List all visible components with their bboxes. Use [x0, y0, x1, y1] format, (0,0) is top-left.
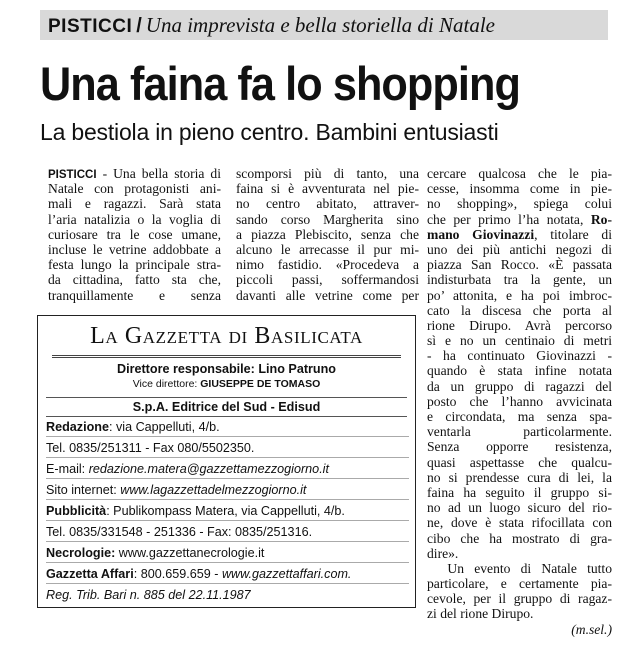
pubblicita-label: Pubblicità [46, 504, 107, 518]
tel-row-1: Tel. 0835/251311 - Fax 080/5502350. [46, 440, 409, 458]
article-column-3 [427, 166, 612, 637]
vice-name: GIUSEPPE DE TOMASO [200, 378, 321, 390]
site-value[interactable]: www.lagazzettadelmezzogiorno.it [120, 483, 307, 497]
necrologie-value[interactable]: www.gazzettanecrologie.it [115, 546, 265, 560]
text-line: no shopping», spiega colui [427, 196, 612, 212]
author-initials: (m.sel.) [571, 621, 612, 637]
text-span: - Una bella storia di [96, 166, 221, 181]
text-line: no ad un luogo sicuro del rio- [427, 500, 612, 516]
email-value[interactable]: redazione.matera@gazzettamezzogiorno.it [88, 462, 329, 476]
text-line: l’aria natalizia o la voglia di [48, 211, 221, 227]
text-line: piccoli passi, soffermandosi [236, 272, 419, 288]
text-line: cibo che ha mostrato di gra- [427, 530, 612, 546]
text-line: da un gruppo di ragazzi del [427, 378, 612, 394]
kicker-bar [40, 10, 608, 40]
email-row [46, 461, 409, 479]
text-line: tranquillamente e senza [48, 287, 221, 303]
text-line: curiosare tra le cose umane, [48, 226, 221, 242]
vice-label: Vice direttore: [132, 378, 201, 390]
site-row [46, 482, 409, 500]
necrologie-row [46, 545, 409, 563]
text-line: sì e no un centinaio di metri [427, 333, 612, 349]
article-column-1 [48, 166, 221, 303]
text-line: no si prendesse cura di lei, la [427, 469, 612, 485]
text-line: po’ attonita, e ha poi imbroc- [427, 287, 612, 303]
pubblicita-row [46, 503, 409, 521]
affari-row [46, 566, 409, 584]
kicker-place: PISTICCI [48, 16, 133, 37]
text-line: quando è stata infine notata [427, 363, 612, 379]
director-line: Direttore responsabile: Lino Patruno [116, 362, 337, 376]
email-label: E-mail: [46, 462, 89, 476]
text-span: , titolare di [534, 226, 612, 242]
text-line: Senza opporre resistenza, [427, 439, 612, 455]
affari-value: : 800.659.659 - [133, 567, 222, 581]
person-name: Ro- [590, 211, 612, 227]
text-line: cercare qualcosa che le pia- [427, 166, 612, 181]
text-line: uno dei più antichi negozi di [427, 241, 612, 257]
kicker-separator: / [136, 15, 142, 37]
text-line: incluse le vetrine addobbate a [48, 241, 221, 257]
text-line: particolare, e certamente pia- [427, 576, 612, 592]
text-line: no centro abitato, attraver- [236, 196, 419, 212]
affari-site[interactable]: www.gazzettaffari.com. [221, 567, 352, 581]
redazione-value: : via Cappelluti, 4/b. [108, 420, 220, 434]
site-label: Sito internet: [46, 483, 121, 497]
text-line: scomporsi più di tanto, una [236, 166, 419, 181]
text-line: nimo fastidio. «Procedeva a [236, 257, 419, 273]
redazione-row [46, 419, 409, 437]
text-line: davanti alle vetrine come per [236, 287, 419, 303]
vice-director-line [38, 376, 415, 392]
article-column-2 [236, 166, 419, 303]
text-line: Un evento di Natale tutto [427, 560, 612, 576]
person-name: mano Giovinazzi [427, 226, 535, 242]
tel-row-2: Tel. 0835/331548 - 251336 - Fax: 0835/251316. [46, 524, 409, 542]
text-line [427, 227, 612, 242]
text-line: sando corso Margherita sino [236, 211, 419, 227]
text-line: quasi aspettasse che qualcu- [427, 454, 612, 470]
text-line: ventarla particolarmente. [427, 424, 612, 440]
text-line: piazza San Rocco. «È passata [427, 257, 612, 273]
text-line: mali e ragazzi. Sarà stata [48, 196, 221, 212]
text-line [48, 166, 221, 181]
text-line: posto che l’hanno avvicinata [427, 393, 612, 409]
text-line: - ha continuato Giovinazzi - [427, 348, 612, 364]
text-line: zi del rione Dirupo. [427, 606, 534, 622]
registration-line: Reg. Trib. Bari n. 885 del 22.11.1987 [46, 588, 251, 602]
text-line: cato la discesa che porta al [427, 302, 612, 318]
masthead-rule [52, 357, 401, 358]
publisher-line: S.p.A. Editrice del Sud - Edisud [46, 397, 407, 417]
pubblicita-value: : Publikompass Matera, via Cappelluti, 4/b. [106, 504, 345, 518]
newspaper-masthead: La Gazzetta di Basilicata [90, 323, 363, 349]
text-line: alcuno le arrecasse il pur mi- [236, 241, 419, 257]
text-line: da cittadina, fatto sta che, [48, 272, 221, 288]
text-line: rione Dirupo. Avrà percorso [427, 317, 612, 333]
text-line: festa lungo la principale stra- [48, 257, 221, 273]
kicker-subtitle: Una imprevista e bella storiella di Natale [145, 13, 495, 37]
text-line: a piazza Plebiscito, senza che [236, 226, 419, 242]
redazione-label: Redazione [46, 420, 109, 434]
text-line: faina ha seguito il gruppo si- [427, 484, 612, 500]
headline: Una faina fa lo shopping [40, 57, 520, 110]
text-line: Natale con protagonisti ani- [48, 181, 221, 197]
text-line: dire». [427, 545, 459, 561]
text-line: indisturbata tra la gente, un [427, 272, 612, 288]
text-line: cesse, insomma come in pie- [427, 181, 612, 197]
necrologie-label: Necrologie: [46, 546, 116, 560]
text-line: cevole, per il gruppo di ragaz- [427, 591, 612, 607]
text-line: faina si è avventurata nel pie- [236, 181, 419, 197]
affari-label: Gazzetta Affari [46, 567, 134, 581]
dateline: PISTICCI [48, 169, 97, 181]
text-line [427, 212, 612, 227]
text-line: e circondata, ma senza spa- [427, 409, 612, 424]
colophon-box [37, 315, 416, 608]
masthead-rule [52, 355, 401, 356]
text-line: ne, dove è stata rifocillata con [427, 515, 612, 531]
subheadline: La bestiola in pieno centro. Bambini entusiasti [40, 119, 499, 145]
text-span: che per primo l’ha notata, [427, 211, 591, 227]
